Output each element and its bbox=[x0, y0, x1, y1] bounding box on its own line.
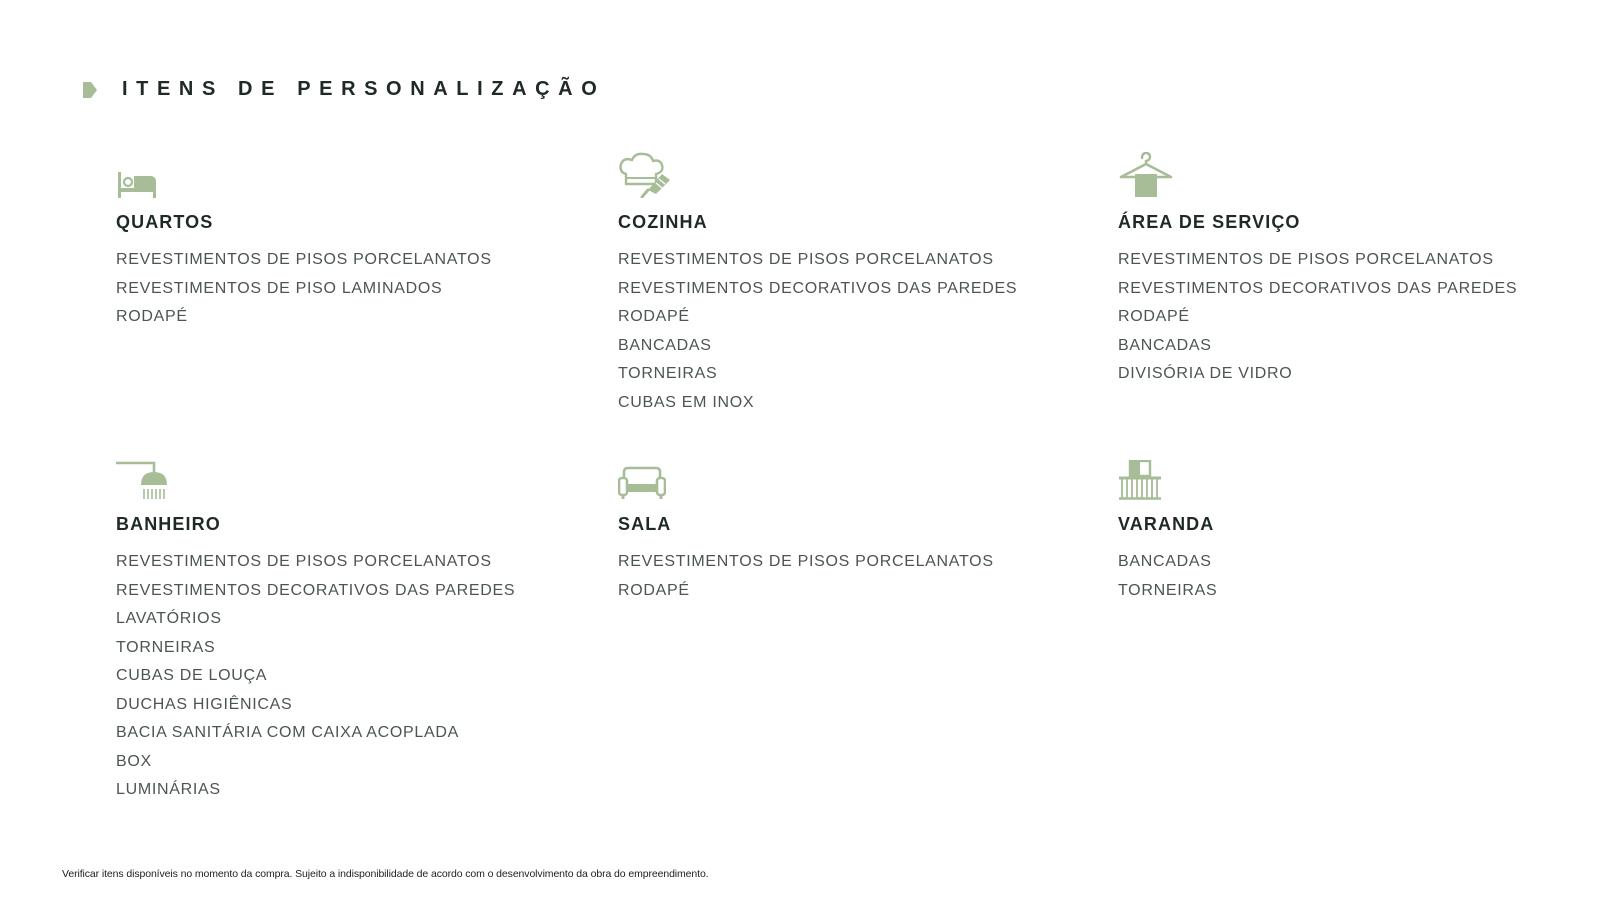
item-list bbox=[1118, 548, 1578, 605]
list-item: BANCADAS bbox=[618, 336, 712, 354]
page-title: ITENS DE PERSONALIZAÇÃO bbox=[122, 78, 606, 100]
list-item: TORNEIRAS bbox=[1118, 581, 1218, 599]
footnote: Verificar itens disponíveis no momento da compra. Sujeito a indisponibilidade de acordo com o desenvolvimento da obra do empreendimento. bbox=[62, 868, 709, 880]
list-item: REVESTIMENTOS DECORATIVOS DAS PAREDES bbox=[1118, 279, 1518, 297]
section-title: VARANDA bbox=[1118, 514, 1215, 534]
list-item: TORNEIRAS bbox=[618, 365, 718, 382]
list-item: DIVISÓRIA DE VIDRO bbox=[1118, 365, 1293, 382]
chef-hat-icon bbox=[618, 152, 674, 198]
list-item: BOX bbox=[116, 752, 152, 770]
list-item: REVESTIMENTOS DE PISOS PORCELANATOS bbox=[1118, 251, 1494, 268]
page-header bbox=[82, 78, 605, 101]
section-title: QUARTOS bbox=[116, 212, 214, 232]
list-item: RODAPÉ bbox=[116, 308, 188, 325]
section-quartos bbox=[116, 150, 576, 332]
item-list bbox=[618, 548, 1078, 605]
list-item: CUBAS EM INOX bbox=[618, 393, 755, 411]
list-item: RODAPÉ bbox=[618, 308, 690, 325]
list-item: LUMINÁRIAS bbox=[116, 781, 221, 798]
list-item: CUBAS DE LOUÇA bbox=[116, 667, 268, 684]
section-area-de-servico bbox=[1118, 150, 1578, 389]
list-item: TORNEIRAS bbox=[116, 638, 216, 656]
item-list bbox=[116, 548, 576, 805]
list-item: BANCADAS bbox=[1118, 336, 1212, 354]
section-varanda bbox=[1118, 452, 1578, 605]
list-item: RODAPÉ bbox=[1118, 308, 1190, 325]
pentagon-marker-icon bbox=[82, 81, 98, 99]
section-title: BANHEIRO bbox=[116, 514, 221, 534]
item-list bbox=[1118, 246, 1578, 389]
item-list bbox=[116, 246, 576, 332]
list-item: LAVATÓRIOS bbox=[116, 610, 222, 627]
list-item: RODAPÉ bbox=[618, 581, 690, 599]
section-title: ÁREA DE SERVIÇO bbox=[1118, 212, 1301, 232]
section-title: COZINHA bbox=[618, 212, 708, 232]
list-item: REVESTIMENTOS DE PISOS PORCELANATOS bbox=[618, 251, 994, 268]
hanger-icon bbox=[1118, 152, 1174, 198]
section-cozinha bbox=[618, 150, 1078, 417]
list-item: BANCADAS bbox=[1118, 553, 1212, 570]
section-sala bbox=[618, 452, 1078, 605]
list-item: REVESTIMENTOS DECORATIVOS DAS PAREDES bbox=[618, 279, 1018, 297]
list-item: REVESTIMENTOS DE PISOS PORCELANATOS bbox=[116, 251, 492, 268]
bed-icon bbox=[116, 168, 158, 198]
list-item: REVESTIMENTOS DECORATIVOS DAS PAREDES bbox=[116, 581, 516, 599]
section-banheiro bbox=[116, 452, 576, 805]
list-item: REVESTIMENTOS DE PISO LAMINADOS bbox=[116, 279, 443, 297]
list-item: BACIA SANITÁRIA COM CAIXA ACOPLADA bbox=[116, 724, 460, 741]
list-item: REVESTIMENTOS DE PISOS PORCELANATOS bbox=[116, 553, 492, 570]
section-title: SALA bbox=[618, 514, 672, 534]
shower-icon bbox=[116, 460, 172, 500]
sofa-icon bbox=[618, 464, 666, 500]
balcony-icon bbox=[1118, 460, 1162, 500]
list-item: DUCHAS HIGIÊNICAS bbox=[116, 695, 293, 713]
item-list bbox=[618, 246, 1078, 417]
list-item: REVESTIMENTOS DE PISOS PORCELANATOS bbox=[618, 553, 994, 570]
